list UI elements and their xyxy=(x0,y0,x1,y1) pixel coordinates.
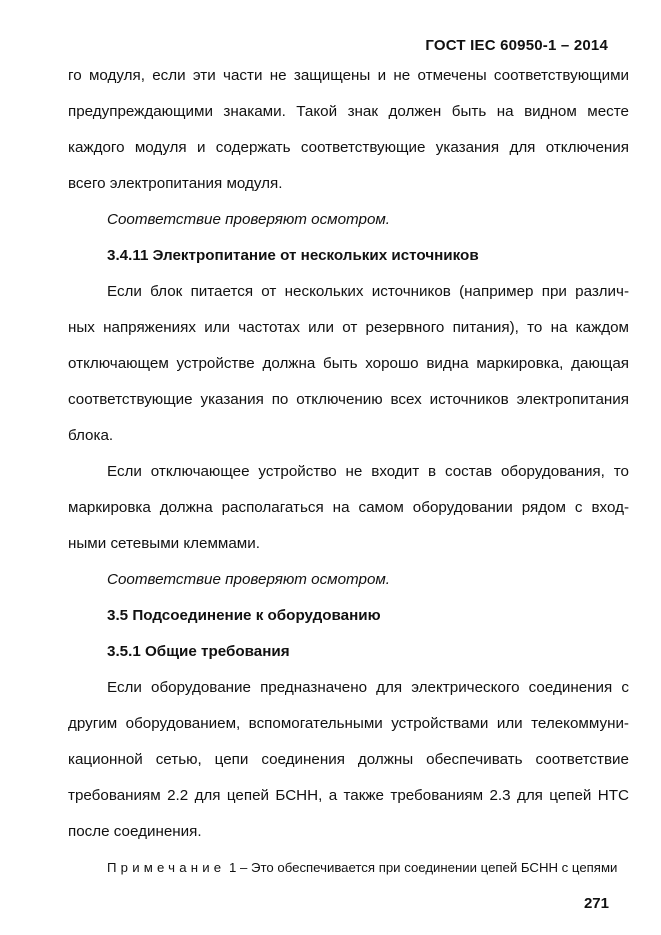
body-line: после соединения. xyxy=(68,823,202,840)
body-line: ными сетевыми клеммами. xyxy=(68,535,260,552)
body-line: ных напряжениях или частотах или от резервного питания), то на каждом xyxy=(68,319,629,336)
body-line: Если отключающее устройство не входит в состав оборудования, то xyxy=(107,463,629,480)
body-line: кационной сетью, цепи соединения должны обеспечивать соответствие xyxy=(68,751,629,768)
body-line: отключающем устройстве должна быть хорошо видна маркировка, дающая xyxy=(68,355,629,372)
document-body xyxy=(68,58,629,886)
body-line: го модуля, если эти части не защищены и не отмечены соответствующими xyxy=(68,67,629,84)
body-line: блока. xyxy=(68,427,114,444)
body-line: Если оборудование предназначено для электрического соединения с xyxy=(107,679,629,696)
compliance-note: Соответствие проверяют осмотром. xyxy=(107,571,391,588)
section-heading: 3.4.11 Электропитание от нескольких источников xyxy=(107,247,479,264)
note-label: Примечание xyxy=(107,860,226,875)
body-line: Если блок питается от нескольких источников (например при различ- xyxy=(107,283,629,300)
note-text: 1 – Это обеспечивается при соединении цепей БСНН с цепями xyxy=(225,860,618,875)
document-header: ГОСТ IEC 60950-1 – 2014 xyxy=(425,37,608,54)
body-line: требованиям 2.2 для цепей БСНН, а также требованиям 2.3 для цепей НТС xyxy=(68,787,629,804)
section-heading: 3.5 Подсоединение к оборудованию xyxy=(107,607,381,624)
body-line: другим оборудованием, вспомогательными устройствами или телекоммуни- xyxy=(68,715,629,732)
compliance-note: Соответствие проверяют осмотром. xyxy=(107,211,391,228)
body-line: соответствующие указания по отключению всех источников электропитания xyxy=(68,391,629,408)
note-line xyxy=(68,850,629,886)
body-line: предупреждающими знаками. Такой знак должен быть на видном месте xyxy=(68,103,629,120)
body-line: каждого модуля и содержать соответствующие указания для отключения xyxy=(68,139,629,156)
body-line: всего электропитания модуля. xyxy=(68,175,283,192)
body-line: маркировка должна располагаться на самом оборудовании рядом с вход- xyxy=(68,499,629,516)
page-number: 271 xyxy=(583,895,609,912)
subsection-heading: 3.5.1 Общие требования xyxy=(107,643,290,660)
